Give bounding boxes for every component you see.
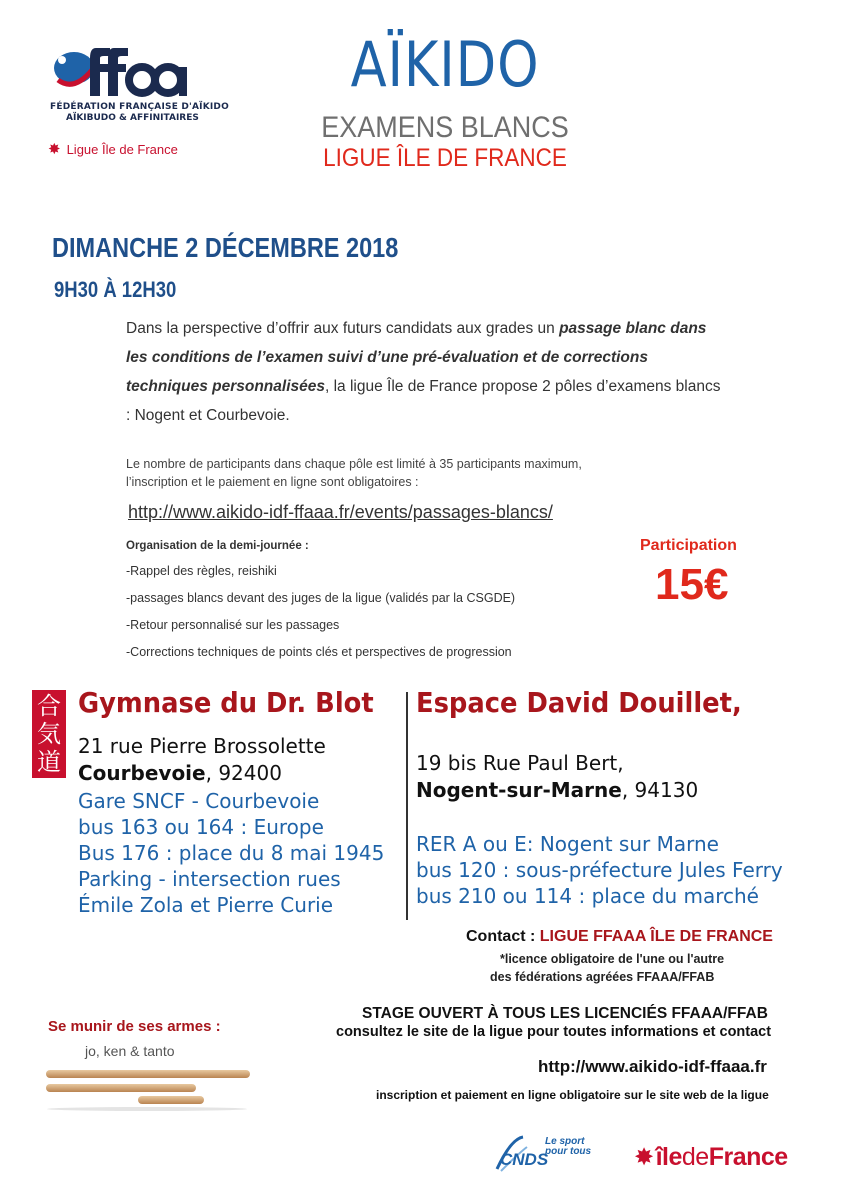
contact-value: LIGUE FFAAA ÎLE DE FRANCE [539,928,773,945]
idf-logo-part: de [681,1143,709,1171]
transport-line: Parking - intersection rues [78,867,341,891]
organisation-list [126,558,515,666]
list-item: -Rappel des règles, reishiki [126,564,277,578]
transport-line: Émile Zola et Pierre Curie [78,893,334,917]
venue1-address [78,733,326,787]
intro-paragraph [126,314,726,430]
federation-subname: AÏKIBUDO & AFFINITAIRES [66,113,199,123]
venue-divider [406,692,408,920]
venue1-transport [78,788,384,918]
cnds-tagline-line: Le sport [545,1136,585,1147]
licence-note [490,950,800,986]
transport-line: RER A ou E: Nogent sur Marne [416,832,719,856]
participation-label: Participation [640,537,737,554]
venue1-city: Courbevoie [78,761,206,785]
ffaaa-logo [48,40,198,102]
list-item: -Corrections techniques de points clés et perspectives de progression [126,645,512,659]
cnds-name: CNDS [500,1150,549,1169]
event-time: 9H30 À 12H30 [54,277,177,302]
kanji-char: 合 [37,692,61,720]
contact-line [466,928,773,946]
red-star-icon: ✸ [634,1144,654,1171]
venue2-street: 19 bis Rue Paul Bert, [416,751,624,775]
inscription-notice: inscription et paiement en ligne obligatoire sur le site web de la ligue [376,1088,769,1102]
transport-line: bus 163 ou 164 : Europe [78,815,324,839]
venue2-address [416,750,698,804]
aikido-kanji-badge [32,690,66,778]
organisation-title: Organisation de la demi-journée : [126,540,309,552]
info-line: Le nombre de participants dans chaque pôle est limité à 35 participants maximum, [126,457,582,471]
arms-title: Se munir de ses armes : [48,1018,221,1035]
cnds-tagline [545,1137,591,1157]
stage-notice: STAGE OUVERT À TOUS LES LICENCIÉS FFAAA/FFAB [362,1005,768,1022]
venue1-title: Gymnase du Dr. Blot [78,686,374,719]
ligue-logo-label: Ligue Île de France [66,142,178,157]
arms-list: jo, ken & tanto [85,1043,175,1059]
kanji-char: 道 [37,748,61,776]
list-item: -Retour personnalisé sur les passages [126,618,340,632]
idf-logo-part: France [708,1143,788,1171]
venue2-postcode: , 94130 [621,778,699,802]
info-paragraph [126,455,686,491]
transport-line: bus 120 : sous-préfecture Jules Ferry [416,858,783,882]
intro-text-2: , la ligue Île de France propose 2 pôles d’examens blancs : Nogent et Courbevoie. [126,378,721,424]
federation-name: FÉDÉRATION FRANÇAISE D'AÏKIDO [50,102,229,112]
transport-line: bus 210 ou 114 : place du marché [416,884,759,908]
ligue-website-link[interactable]: http://www.aikido-idf-ffaaa.fr [538,1057,767,1076]
venue2-transport [416,831,783,909]
list-item: -passages blancs devant des juges de la ligue (validés par la CSGDE) [126,591,516,605]
page-subtitle: EXAMENS BLANCS [321,111,569,144]
idf-logo-part: île [655,1143,682,1171]
transport-line: Gare SNCF - Courbevoie [78,789,320,813]
weapons-image [42,1066,252,1111]
venue1-street: 21 rue Pierre Brossolette [78,734,326,758]
intro-text-1: Dans la perspective d’offrir aux futurs candidats aux grades un [126,320,560,337]
red-star-icon: ✸ [48,141,61,158]
licence-line: *licence obligatoire de l'une ou l'autre [500,952,725,966]
venue2-city: Nogent-sur-Marne [416,778,622,802]
page-subtitle-ligue: LIGUE ÎLE DE FRANCE [323,144,567,172]
iledefrance-logo [634,1143,788,1172]
registration-link[interactable]: http://www.aikido-idf-ffaaa.fr/events/passages-blancs/ [128,502,553,522]
intro-bold-text: passage blanc dans les conditions de l’examen suivi d’une pré-évaluation et de corrections techniques personnalisées [126,320,707,395]
info-line: l’inscription et le paiement en ligne sont obligatoires : [126,475,419,489]
kanji-char: 気 [37,720,61,748]
ligue-logo [48,140,178,158]
transport-line: Bus 176 : place du 8 mai 1945 [78,841,385,865]
contact-label: Contact : [466,928,540,945]
licence-line: des fédérations agréées FFAAA/FFAB [490,970,715,984]
consult-notice: consultez le site de la ligue pour toutes informations et contact [336,1024,772,1040]
venue1-postcode: , 92400 [205,761,282,785]
event-date: DIMANCHE 2 DÉCEMBRE 2018 [52,232,399,263]
page-title: AÏKIDO [350,28,540,101]
participation-price: 15€ [655,560,729,609]
venue2-title: Espace David Douillet, [416,686,742,719]
cnds-tagline-line: pour tous [545,1146,592,1157]
